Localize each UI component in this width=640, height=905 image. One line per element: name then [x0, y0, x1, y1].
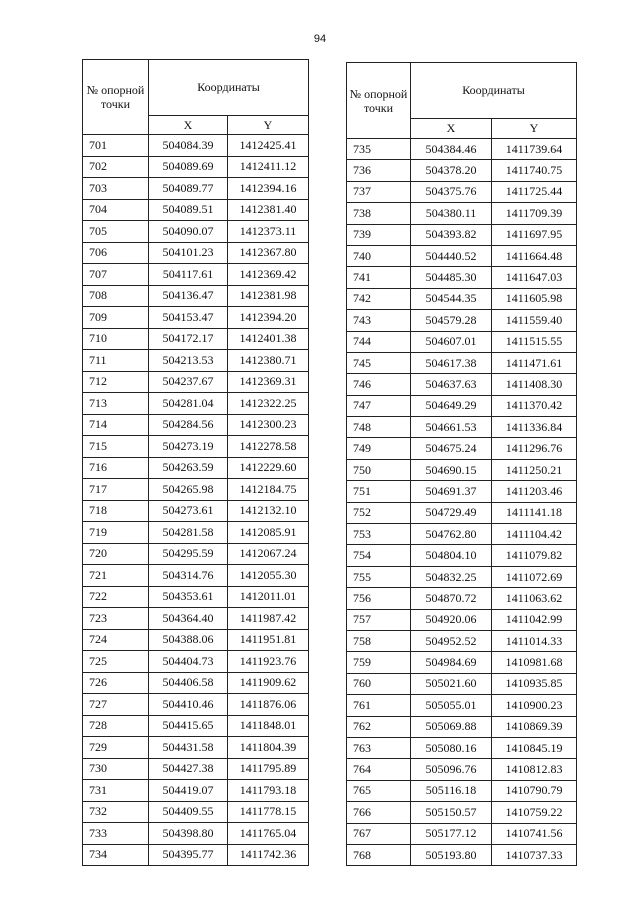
y-coordinate-cell: 1410869.39: [492, 716, 577, 737]
y-coordinate-cell: 1410759.22: [492, 802, 577, 823]
x-coordinate-cell: 504273.61: [149, 500, 228, 522]
x-coordinate-cell: 504117.61: [149, 264, 228, 286]
y-coordinate-cell: 1410900.23: [492, 695, 577, 716]
point-number-cell: 768: [347, 844, 411, 865]
y-coordinate-cell: 1412067.24: [228, 543, 309, 565]
point-number-cell: 710: [83, 328, 149, 350]
x-coordinate-cell: 504375.76: [411, 181, 492, 202]
y-coordinate-cell: 1412322.25: [228, 393, 309, 415]
y-coordinate-cell: 1410737.33: [492, 844, 577, 865]
point-number-cell: 737: [347, 181, 411, 202]
y-coordinate-cell: 1411793.18: [228, 780, 309, 802]
point-number-cell: 742: [347, 288, 411, 309]
point-number-cell: 708: [83, 285, 149, 307]
table-row: [83, 823, 309, 845]
point-number-cell: 702: [83, 156, 149, 178]
x-coordinate-cell: 504281.04: [149, 393, 228, 415]
table-row: [347, 652, 577, 673]
table-row: [347, 331, 577, 352]
table-row: [347, 545, 577, 566]
point-number-cell: 743: [347, 310, 411, 331]
table-row: [347, 139, 577, 160]
table-row: [347, 737, 577, 758]
point-number-cell: 753: [347, 524, 411, 545]
y-coordinate-cell: 1410981.68: [492, 652, 577, 673]
point-number-cell: 718: [83, 500, 149, 522]
table-row: [347, 759, 577, 780]
y-coordinate-cell: 1411725.44: [492, 181, 577, 202]
y-coordinate-cell: 1411697.95: [492, 224, 577, 245]
y-coordinate-cell: 1412380.71: [228, 350, 309, 372]
y-coordinate-cell: 1412369.31: [228, 371, 309, 393]
x-coordinate-cell: 504431.58: [149, 737, 228, 759]
table-row: [83, 694, 309, 716]
header-coordinates: Координаты: [149, 60, 309, 116]
point-number-cell: 722: [83, 586, 149, 608]
table-row: [83, 264, 309, 286]
x-coordinate-cell: 504649.29: [411, 395, 492, 416]
point-number-cell: 749: [347, 438, 411, 459]
table-row: [83, 414, 309, 436]
table-row: [347, 566, 577, 587]
x-coordinate-cell: 504617.38: [411, 352, 492, 373]
point-number-cell: 729: [83, 737, 149, 759]
x-coordinate-cell: 504084.39: [149, 135, 228, 157]
point-number-cell: 716: [83, 457, 149, 479]
y-coordinate-cell: 1411739.64: [492, 139, 577, 160]
y-coordinate-cell: 1411203.46: [492, 481, 577, 502]
point-number-cell: 764: [347, 759, 411, 780]
x-coordinate-cell: 504364.40: [149, 608, 228, 630]
y-coordinate-cell: 1411848.01: [228, 715, 309, 737]
y-coordinate-cell: 1412369.42: [228, 264, 309, 286]
x-coordinate-cell: 504172.17: [149, 328, 228, 350]
x-coordinate-cell: 504661.53: [411, 417, 492, 438]
point-number-cell: 744: [347, 331, 411, 352]
table-row: [83, 737, 309, 759]
point-number-cell: 704: [83, 199, 149, 221]
table-row: [347, 716, 577, 737]
y-coordinate-cell: 1411370.42: [492, 395, 577, 416]
table-row: [347, 181, 577, 202]
x-coordinate-cell: 505021.60: [411, 673, 492, 694]
point-number-cell: 714: [83, 414, 149, 436]
point-number-cell: 736: [347, 160, 411, 181]
table-row: [347, 203, 577, 224]
x-coordinate-cell: 505080.16: [411, 737, 492, 758]
point-number-cell: 705: [83, 221, 149, 243]
y-coordinate-cell: 1411471.61: [492, 352, 577, 373]
x-coordinate-cell: 505193.80: [411, 844, 492, 865]
x-coordinate-cell: 504265.98: [149, 479, 228, 501]
y-coordinate-cell: 1410790.79: [492, 780, 577, 801]
table-row: [83, 285, 309, 307]
y-coordinate-cell: 1411778.15: [228, 801, 309, 823]
point-number-cell: 703: [83, 178, 149, 200]
point-number-cell: 725: [83, 651, 149, 673]
point-number-cell: 712: [83, 371, 149, 393]
y-coordinate-cell: 1411923.76: [228, 651, 309, 673]
x-coordinate-cell: 504237.67: [149, 371, 228, 393]
y-coordinate-cell: 1411804.39: [228, 737, 309, 759]
x-coordinate-cell: 505150.57: [411, 802, 492, 823]
table-row: [83, 242, 309, 264]
table-row: [347, 267, 577, 288]
y-coordinate-cell: 1412381.40: [228, 199, 309, 221]
y-coordinate-cell: 1411042.99: [492, 609, 577, 630]
point-number-cell: 760: [347, 673, 411, 694]
point-number-cell: 713: [83, 393, 149, 415]
x-coordinate-cell: 504273.19: [149, 436, 228, 458]
x-coordinate-cell: 504384.46: [411, 139, 492, 160]
table-row: [347, 524, 577, 545]
table-row: [347, 438, 577, 459]
table-row: [83, 135, 309, 157]
y-coordinate-cell: 1411408.30: [492, 374, 577, 395]
coordinates-table-left: [82, 59, 309, 866]
y-coordinate-cell: 1412373.11: [228, 221, 309, 243]
point-number-cell: 731: [83, 780, 149, 802]
y-coordinate-cell: 1411795.89: [228, 758, 309, 780]
y-coordinate-cell: 1411909.62: [228, 672, 309, 694]
table-row: [83, 371, 309, 393]
table-row: [347, 288, 577, 309]
y-coordinate-cell: 1412300.23: [228, 414, 309, 436]
header-x: X: [149, 116, 228, 135]
x-coordinate-cell: 504090.07: [149, 221, 228, 243]
y-coordinate-cell: 1410741.56: [492, 823, 577, 844]
x-coordinate-cell: 504388.06: [149, 629, 228, 651]
header-point-number: № опорной точки: [83, 60, 149, 135]
x-coordinate-cell: 504295.59: [149, 543, 228, 565]
x-coordinate-cell: 504314.76: [149, 565, 228, 587]
y-coordinate-cell: 1411664.48: [492, 245, 577, 266]
table-row: [83, 780, 309, 802]
y-coordinate-cell: 1411647.03: [492, 267, 577, 288]
table-row: [83, 586, 309, 608]
table-body-right: [347, 139, 577, 866]
x-coordinate-cell: 504427.38: [149, 758, 228, 780]
x-coordinate-cell: 504804.10: [411, 545, 492, 566]
table-row: [83, 393, 309, 415]
point-number-cell: 756: [347, 588, 411, 609]
table-row: [83, 522, 309, 544]
point-number-cell: 721: [83, 565, 149, 587]
point-number-cell: 746: [347, 374, 411, 395]
point-number-cell: 745: [347, 352, 411, 373]
point-number-cell: 761: [347, 695, 411, 716]
point-number-cell: 724: [83, 629, 149, 651]
point-number-cell: 751: [347, 481, 411, 502]
table-row: [83, 715, 309, 737]
x-coordinate-cell: 504089.51: [149, 199, 228, 221]
y-coordinate-cell: 1411765.04: [228, 823, 309, 845]
point-number-cell: 734: [83, 844, 149, 866]
x-coordinate-cell: 504762.80: [411, 524, 492, 545]
x-coordinate-cell: 504406.58: [149, 672, 228, 694]
x-coordinate-cell: 505069.88: [411, 716, 492, 737]
point-number-cell: 750: [347, 459, 411, 480]
header-coordinates: Координаты: [411, 63, 577, 119]
table-row: [83, 844, 309, 866]
point-number-cell: 711: [83, 350, 149, 372]
point-number-cell: 767: [347, 823, 411, 844]
y-coordinate-cell: 1411296.76: [492, 438, 577, 459]
x-coordinate-cell: 504089.77: [149, 178, 228, 200]
x-coordinate-cell: 504136.47: [149, 285, 228, 307]
x-coordinate-cell: 504415.65: [149, 715, 228, 737]
y-coordinate-cell: 1411515.55: [492, 331, 577, 352]
table-row: [347, 780, 577, 801]
y-coordinate-cell: 1411104.42: [492, 524, 577, 545]
y-coordinate-cell: 1411987.42: [228, 608, 309, 630]
x-coordinate-cell: 504409.55: [149, 801, 228, 823]
table-row: [83, 629, 309, 651]
point-number-cell: 762: [347, 716, 411, 737]
y-coordinate-cell: 1411951.81: [228, 629, 309, 651]
y-coordinate-cell: 1410845.19: [492, 737, 577, 758]
y-coordinate-cell: 1412229.60: [228, 457, 309, 479]
point-number-cell: 757: [347, 609, 411, 630]
x-coordinate-cell: 504393.82: [411, 224, 492, 245]
x-coordinate-cell: 504153.47: [149, 307, 228, 329]
table-row: [347, 374, 577, 395]
x-coordinate-cell: 504263.59: [149, 457, 228, 479]
y-coordinate-cell: 1412367.80: [228, 242, 309, 264]
point-number-cell: 740: [347, 245, 411, 266]
y-coordinate-cell: 1411014.33: [492, 630, 577, 651]
y-coordinate-cell: 1411336.84: [492, 417, 577, 438]
x-coordinate-cell: 504729.49: [411, 502, 492, 523]
y-coordinate-cell: 1410935.85: [492, 673, 577, 694]
x-coordinate-cell: 505116.18: [411, 780, 492, 801]
x-coordinate-cell: 504637.63: [411, 374, 492, 395]
y-coordinate-cell: 1411709.39: [492, 203, 577, 224]
x-coordinate-cell: 504089.69: [149, 156, 228, 178]
table-row: [83, 651, 309, 673]
header-x: X: [411, 119, 492, 139]
table-row: [83, 479, 309, 501]
table-row: [83, 156, 309, 178]
x-coordinate-cell: 504675.24: [411, 438, 492, 459]
x-coordinate-cell: 504101.23: [149, 242, 228, 264]
table-row: [83, 758, 309, 780]
point-number-cell: 730: [83, 758, 149, 780]
point-number-cell: 738: [347, 203, 411, 224]
table-row: [347, 502, 577, 523]
x-coordinate-cell: 504920.06: [411, 609, 492, 630]
point-number-cell: 732: [83, 801, 149, 823]
table-row: [347, 160, 577, 181]
y-coordinate-cell: 1410812.83: [492, 759, 577, 780]
header-point-number: № опорной точки: [347, 63, 411, 139]
y-coordinate-cell: 1412184.75: [228, 479, 309, 501]
point-number-cell: 763: [347, 737, 411, 758]
point-number-cell: 709: [83, 307, 149, 329]
table-row: [347, 224, 577, 245]
y-coordinate-cell: 1411063.62: [492, 588, 577, 609]
point-number-cell: 752: [347, 502, 411, 523]
y-coordinate-cell: 1411876.06: [228, 694, 309, 716]
table-row: [83, 199, 309, 221]
table-row: [347, 673, 577, 694]
table-row: [347, 588, 577, 609]
table-row: [347, 417, 577, 438]
table-row: [83, 608, 309, 630]
table-row: [83, 221, 309, 243]
point-number-cell: 739: [347, 224, 411, 245]
y-coordinate-cell: 1412132.10: [228, 500, 309, 522]
x-coordinate-cell: 505055.01: [411, 695, 492, 716]
point-number-cell: 765: [347, 780, 411, 801]
table-row: [83, 500, 309, 522]
point-number-cell: 755: [347, 566, 411, 587]
point-number-cell: 719: [83, 522, 149, 544]
x-coordinate-cell: 504952.52: [411, 630, 492, 651]
table-row: [83, 457, 309, 479]
y-coordinate-cell: 1411250.21: [492, 459, 577, 480]
point-number-cell: 707: [83, 264, 149, 286]
header-y: Y: [492, 119, 577, 139]
y-coordinate-cell: 1412394.16: [228, 178, 309, 200]
x-coordinate-cell: 504284.56: [149, 414, 228, 436]
x-coordinate-cell: 504419.07: [149, 780, 228, 802]
table-row: [347, 459, 577, 480]
y-coordinate-cell: 1411079.82: [492, 545, 577, 566]
x-coordinate-cell: 504832.25: [411, 566, 492, 587]
coordinates-table-right: [346, 62, 577, 866]
y-coordinate-cell: 1412011.01: [228, 586, 309, 608]
point-number-cell: 726: [83, 672, 149, 694]
point-number-cell: 733: [83, 823, 149, 845]
point-number-cell: 717: [83, 479, 149, 501]
table-row: [347, 802, 577, 823]
table-row: [83, 801, 309, 823]
y-coordinate-cell: 1412278.58: [228, 436, 309, 458]
x-coordinate-cell: 504579.28: [411, 310, 492, 331]
table-row: [347, 695, 577, 716]
x-coordinate-cell: 504404.73: [149, 651, 228, 673]
x-coordinate-cell: 504398.80: [149, 823, 228, 845]
x-coordinate-cell: 504410.46: [149, 694, 228, 716]
point-number-cell: 741: [347, 267, 411, 288]
x-coordinate-cell: 504607.01: [411, 331, 492, 352]
table-row: [83, 307, 309, 329]
table-row: [83, 565, 309, 587]
y-coordinate-cell: 1412085.91: [228, 522, 309, 544]
x-coordinate-cell: 504281.58: [149, 522, 228, 544]
table-row: [347, 352, 577, 373]
table-row: [347, 395, 577, 416]
x-coordinate-cell: 504380.11: [411, 203, 492, 224]
y-coordinate-cell: 1411605.98: [492, 288, 577, 309]
table-row: [347, 823, 577, 844]
y-coordinate-cell: 1411742.36: [228, 844, 309, 866]
table-row: [347, 245, 577, 266]
x-coordinate-cell: 504870.72: [411, 588, 492, 609]
table-body-left: [83, 135, 309, 866]
x-coordinate-cell: 504984.69: [411, 652, 492, 673]
x-coordinate-cell: 504690.15: [411, 459, 492, 480]
y-coordinate-cell: 1412425.41: [228, 135, 309, 157]
x-coordinate-cell: 505096.76: [411, 759, 492, 780]
table-row: [347, 609, 577, 630]
point-number-cell: 706: [83, 242, 149, 264]
table-row: [347, 844, 577, 865]
point-number-cell: 759: [347, 652, 411, 673]
table-row: [83, 436, 309, 458]
x-coordinate-cell: 504395.77: [149, 844, 228, 866]
x-coordinate-cell: 504353.61: [149, 586, 228, 608]
point-number-cell: 701: [83, 135, 149, 157]
x-coordinate-cell: 504485.30: [411, 267, 492, 288]
y-coordinate-cell: 1412394.20: [228, 307, 309, 329]
point-number-cell: 720: [83, 543, 149, 565]
table-row: [347, 630, 577, 651]
x-coordinate-cell: 504440.52: [411, 245, 492, 266]
x-coordinate-cell: 504691.37: [411, 481, 492, 502]
y-coordinate-cell: 1412381.98: [228, 285, 309, 307]
y-coordinate-cell: 1411072.69: [492, 566, 577, 587]
y-coordinate-cell: 1412055.30: [228, 565, 309, 587]
y-coordinate-cell: 1411740.75: [492, 160, 577, 181]
point-number-cell: 727: [83, 694, 149, 716]
table-row: [83, 672, 309, 694]
point-number-cell: 715: [83, 436, 149, 458]
x-coordinate-cell: 505177.12: [411, 823, 492, 844]
x-coordinate-cell: 504544.35: [411, 288, 492, 309]
point-number-cell: 735: [347, 139, 411, 160]
y-coordinate-cell: 1412411.12: [228, 156, 309, 178]
table-row: [83, 543, 309, 565]
table-row: [83, 178, 309, 200]
x-coordinate-cell: 504213.53: [149, 350, 228, 372]
table-row: [83, 350, 309, 372]
y-coordinate-cell: 1411559.40: [492, 310, 577, 331]
x-coordinate-cell: 504378.20: [411, 160, 492, 181]
y-coordinate-cell: 1412401.38: [228, 328, 309, 350]
table-row: [83, 328, 309, 350]
table-row: [347, 481, 577, 502]
point-number-cell: 766: [347, 802, 411, 823]
table-row: [347, 310, 577, 331]
point-number-cell: 758: [347, 630, 411, 651]
point-number-cell: 747: [347, 395, 411, 416]
y-coordinate-cell: 1411141.18: [492, 502, 577, 523]
point-number-cell: 748: [347, 417, 411, 438]
header-y: Y: [228, 116, 309, 135]
point-number-cell: 723: [83, 608, 149, 630]
page-number: 94: [313, 33, 327, 45]
point-number-cell: 728: [83, 715, 149, 737]
point-number-cell: 754: [347, 545, 411, 566]
